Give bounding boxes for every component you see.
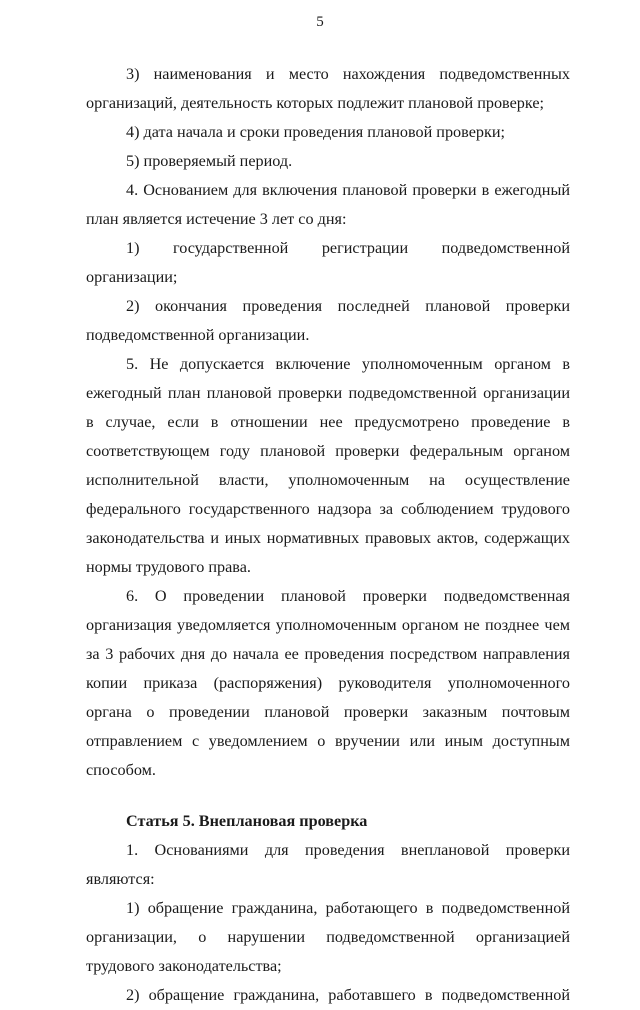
paragraph-clause-4-item-2: 2) окончания проведения последней плановой проверки подведомственной организации. — [86, 297, 570, 344]
document-body — [86, 60, 570, 1010]
paragraph-item-4-dates: 4) дата начала и сроки проведения плановой проверки; — [126, 123, 505, 141]
section-spacer — [86, 785, 570, 807]
article-heading: Статья 5. Внеплановая проверка — [126, 812, 368, 830]
paragraph-clause-4: 4. Основанием для включения плановой проверки в ежегодный план является истечение 3 лет со дня: — [86, 181, 570, 228]
paragraph-clause-6: 6. О проведении плановой проверки подведомственная организация уведомляется уполномоченным органом не позднее чем за 3 рабочих дня до начала ее проведения посредством направления копии приказа (распоряжения) руководителя уполномоченного органа о проведении плановой проверки заказным почтовым отправлением с уведомлением о вручении или иным доступным способом. — [86, 587, 570, 779]
paragraph-clause-5: 5. Не допускается включение уполномоченным органом в ежегодный план плановой проверки подведомственной организации в случае, если в отношении нее предусмотрено проведение в соответствующем году плановой проверки федеральным органом исполнительной власти, уполномоченным на осуществление федерального государственного надзора за соблюдением трудового законодательства и иных нормативных правовых актов, содержащих нормы трудового права. — [86, 355, 570, 576]
paragraph-item-5-period: 5) проверяемый период. — [126, 152, 293, 170]
paragraph-article5-item-2: 2) обращение гражданина, работавшего в подведомственной — [126, 986, 570, 1004]
paragraph-article5-item-1: 1) обращение гражданина, работающего в подведомственной организации, о нарушении подведомственной организацией трудового законодательства; — [86, 899, 570, 975]
paragraph-item-3-names: 3) наименования и место нахождения подведомственных организаций, деятельность которых подлежит плановой проверке; — [86, 65, 570, 112]
paragraph-article5-clause-1: 1. Основаниями для проведения внеплановой проверки являются: — [86, 841, 570, 888]
page-number: 5 — [316, 14, 324, 30]
paragraph-clause-4-item-1: 1) государственной регистрации подведомственной организации; — [86, 239, 570, 286]
